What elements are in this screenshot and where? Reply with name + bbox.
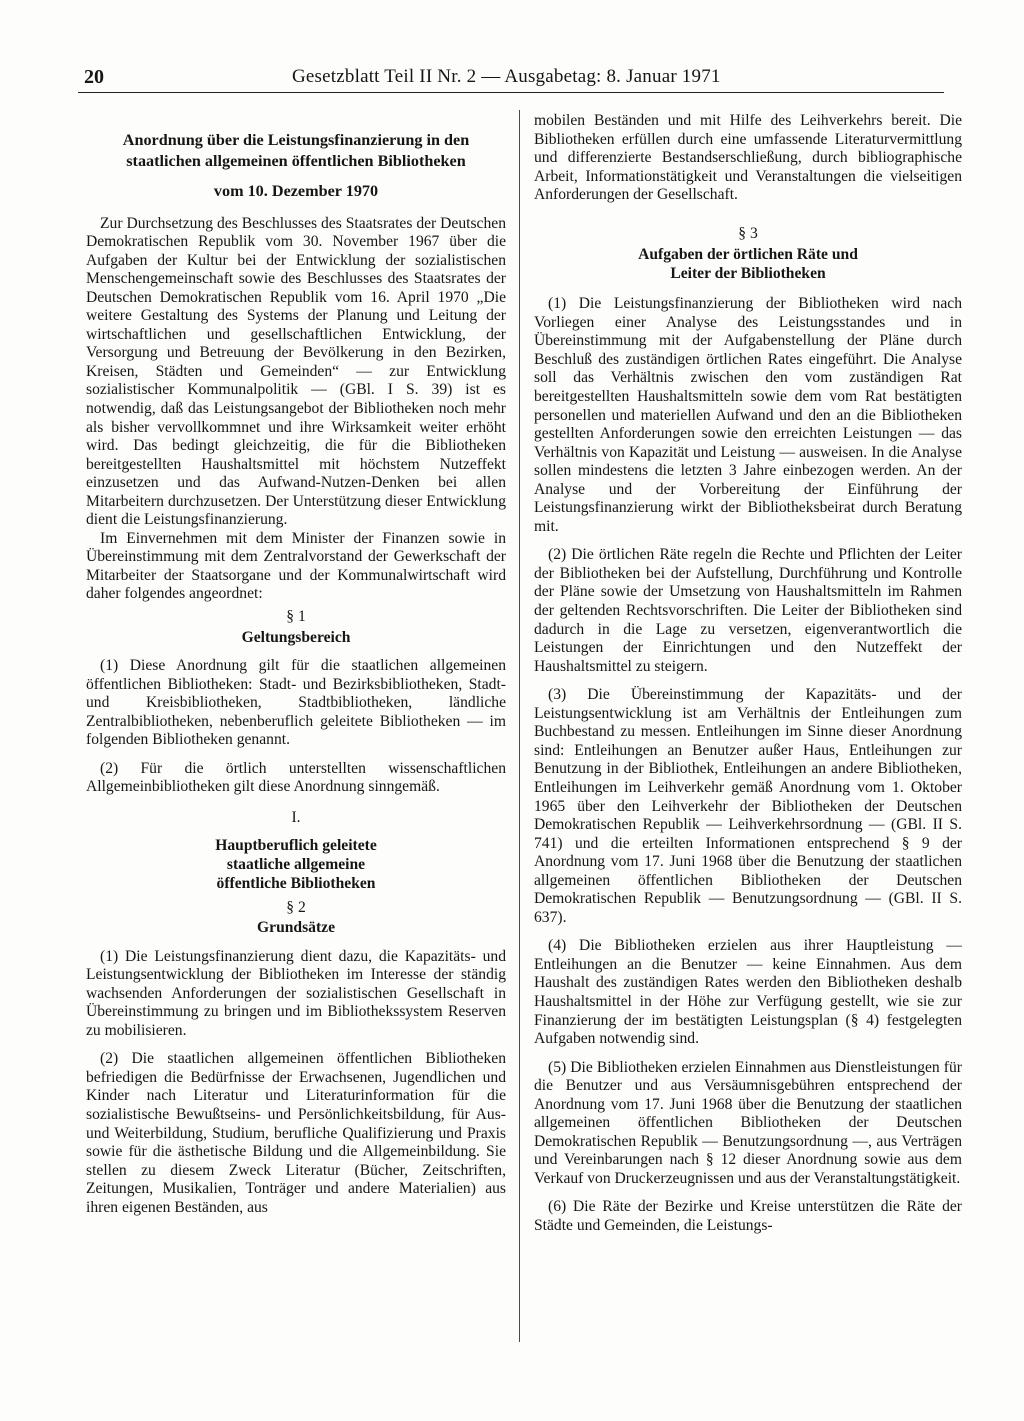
right-column (534, 112, 962, 1412)
section-2-paragraph-1: (1) Die Leistungsfinanzierung dient dazu, die Kapazitäts- und Leistungsentwicklung der Bibliotheken im Interesse der ständig wachsenden Anforderungen der sozialistischen Gesellschaft in Übereinstimmung zu bringen und im Bibliothekssystem Reserven zu mobilisieren. (86, 947, 506, 1039)
section-3-number: § 3 (738, 224, 758, 242)
section-3-paragraph-6: (6) Die Räte der Bezirke und Kreise unterstützen die Räte der Städte und Gemeinden, die Leistungs- (534, 1198, 962, 1234)
continuation-paragraph: mobilen Beständen und mit Hilfe des Leihverkehrs bereit. Die Bibliotheken erfüllen durch eine umfassende Literaturvermittlung und differenzierte Bestandserschließung, durch bibliographische Arbeit, Informationstätigkeit und Veranstaltungen die vielseitigen Anforderungen der Gesellschaft. (534, 112, 962, 204)
section-3-heading: Aufgaben der örtlichen Räte und Leiter der Bibliotheken (638, 246, 858, 283)
preamble-paragraph-2: Im Einvernehmen mit dem Minister der Finanzen sowie in Übereinstimmung mit dem Zentralvorstand der Gewerkschaft der Mitarbeiter der Staatsorgane und der Kommunalwirtschaft wird daher folgendes angeordnet: (86, 529, 506, 603)
page-header (78, 62, 944, 93)
document-date: vom 10. Dezember 1970 (213, 182, 379, 200)
section-2-number: § 2 (286, 898, 306, 916)
preamble-paragraph-1: Zur Durchsetzung des Beschlusses des Staatsrates der Deutschen Demokratischen Republik vom 30. November 1967 über die Aufgaben der Kultur bei der Entwicklung der sozialistischen Menschengemeinschaft sowie des Beschlusses des Staatsrates der Deutschen Demokratischen Republik vom 16. April 1970 „Die weitere Gestaltung des Systems der Planung und Leitung der wirtschaftlichen und gesellschaftlichen Entwicklung, der Versorgung und Betreuung der Bevölkerung in den Bezirken, Kreisen, Städten und Gemeinden“ — zur Entwicklung sozialistischer Kommunalpolitik — (GBl. I S. 39) ist es notwendig, daß das Leistungsangebot der Bibliotheken noch mehr als bisher vervollkommnet und ihre Wirksamkeit weiter erhöht wird. Das bedingt gleichzeitig, die für die Bibliotheken bereitgestellten Haushaltsmittel mit höchstem Nutzeffekt einzusetzen und das Aufwand-Nutzen-Denken bei allen Mitarbeitern durchzusetzen. Der Unterstützung dieser Entwicklung dient die Leistungsfinanzierung. (86, 214, 506, 529)
section-1-paragraph-1: (1) Diese Anordnung gilt für die staatlichen allgemeinen öffentlichen Bibliotheken: Stadt- und Bezirksbibliotheken, Stadt- und Kreisbibliotheken, Stadtbibliotheken, ländliche Zentralbibliotheken, nebenberuflich geleitete Bibliotheken — im folgenden Bibliotheken genannt. (86, 657, 506, 749)
document-title: Anordnung über die Leistungsfinanzierung in den staatlichen allgemeinen öffentlichen Bibliotheken (122, 131, 470, 170)
section-1-number: § 1 (286, 608, 306, 626)
running-title: Gesetzblatt Teil II Nr. 2 — Ausgabetag: 8. Januar 1971 (292, 66, 721, 87)
section-1-paragraph-2: (2) Für die örtlich unterstellten wissenschaftlichen Allgemeinbibliotheken gilt diese Anordnung sinngemäß. (86, 759, 506, 796)
section-3-paragraph-5: (5) Die Bibliotheken erzielen Einnahmen aus Dienstleistungen für die Benutzer und aus Versäumnisgebühren entsprechend der Anordnung vom 17. Juni 1968 über die Benutzung der staatlichen allgemeinen öffentlichen Bibliotheken der Deutschen Demokratischen Republik — Benutzungsordnung —, aus Verträgen und Vereinbarungen nach § 12 dieser Anordnung sowie aus dem Verkauf von Druckerzeugnissen und aus der Veranstaltungstätigkeit. (534, 1058, 962, 1187)
section-3-paragraph-4: (4) Die Bibliotheken erzielen aus ihrer Hauptleistung — Entleihungen an die Benutzer — keine Einnahmen. Aus dem Haushalt des zuständigen Rates werden den Bibliotheken deshalb Haushaltsmittel in der Höhe zur Verfügung gestellt, wie sie zur Finanzierung der im bestätigten Leistungsplan (§ 4) festgelegten Aufgaben notwendig sind. (534, 937, 962, 1048)
section-1-heading: Geltungsbereich (241, 628, 351, 646)
column-divider (519, 110, 520, 1342)
part-heading: Hauptberuflich geleitete staatliche allgemeine öffentliche Bibliotheken (215, 836, 377, 892)
section-3-paragraph-2: (2) Die örtlichen Räte regeln die Rechte und Pflichten der Leiter der Bibliotheken bei der Aufstellung, Durchführung und Kontrolle der Pläne sowie der Umsetzung von Haushaltsmitteln im Rahmen der geltenden Rechtsvorschriften. Die Leiter der Bibliotheken sind dadurch in die Lage zu versetzen, eigenverantwortlich die Leistungen der Einrichtungen und den Nutzeffekt der Haushaltsmittel zu steigern. (534, 546, 962, 675)
page-number: 20 (84, 66, 104, 88)
left-column (86, 112, 506, 1412)
section-2-paragraph-2: (2) Die staatlichen allgemeinen öffentlichen Bibliotheken befriedigen die Bedürfnisse der Erwachsenen, Jugendlichen und Kinder nach Literatur und Literaturinformation für die sozialistische Bewußtseins- und Persönlichkeitsbildung, für Aus- und Weiterbildung, Studium, berufliche Qualifizierung und Praxis sowie für die ästhetische Bildung und die Allgemeinbildung. Sie stellen zu diesem Zweck Literatur (Bücher, Zeitschriften, Zeitungen, Musikalien, Tonträger und andere Materialien) aus ihren eigenen Beständen, aus (86, 1050, 506, 1216)
section-3-paragraph-3: (3) Die Übereinstimmung der Kapazitäts- und der Leistungsentwicklung ist am Verhältnis der Entleihungen zum Buchbestand zu messen. Entleihungen im Sinne dieser Anordnung sind: Entleihungen an Benutzer außer Haus, Entleihungen zur Benutzung in der Bibliothek, Entleihungen an andere Bibliotheken, Entleihungen im Leihverkehr gemäß Anordnung vom 1. Oktober 1965 über den Leihverkehr der Bibliotheken der Deutschen Demokratischen Republik — Leihverkehrsordnung — (GBl. II S. 741) und die erteilten Informationen entsprechend § 9 der Anordnung vom 17. Juni 1968 über die Benutzung der staatlichen allgemeinen öffentlichen Bibliotheken der Deutschen Demokratischen Republik — Benutzungsordnung — (GBl. II S. 637). (534, 686, 962, 926)
part-number: I. (291, 808, 301, 826)
section-3-paragraph-1: (1) Die Leistungsfinanzierung der Bibliotheken wird nach Vorliegen einer Analyse des Leistungsstandes und in Übereinstimmung mit der Aufgabenstellung der Pläne durch Beschluß des zuständigen örtlichen Rates eingeführt. Die Analyse soll das Verhältnis zwischen den vom zuständigen Rat bereitgestellten Haushaltsmitteln sowie dem vom Rat bestätigten personellen und materiellen Aufwand und den an die Bibliotheken gestellten Anforderungen sowie den erreichten Leistungen — das Verhältnis von Kapazität und Leistung — ausweisen. In die Analyse sollen mindestens die letzten 3 Jahre einbezogen werden. An der Analyse und der Vorbereitung der Einführung der Leistungsfinanzierung wirkt der Bibliotheksbeirat durch Beratung mit. (534, 295, 962, 535)
section-2-heading: Grundsätze (257, 919, 335, 937)
